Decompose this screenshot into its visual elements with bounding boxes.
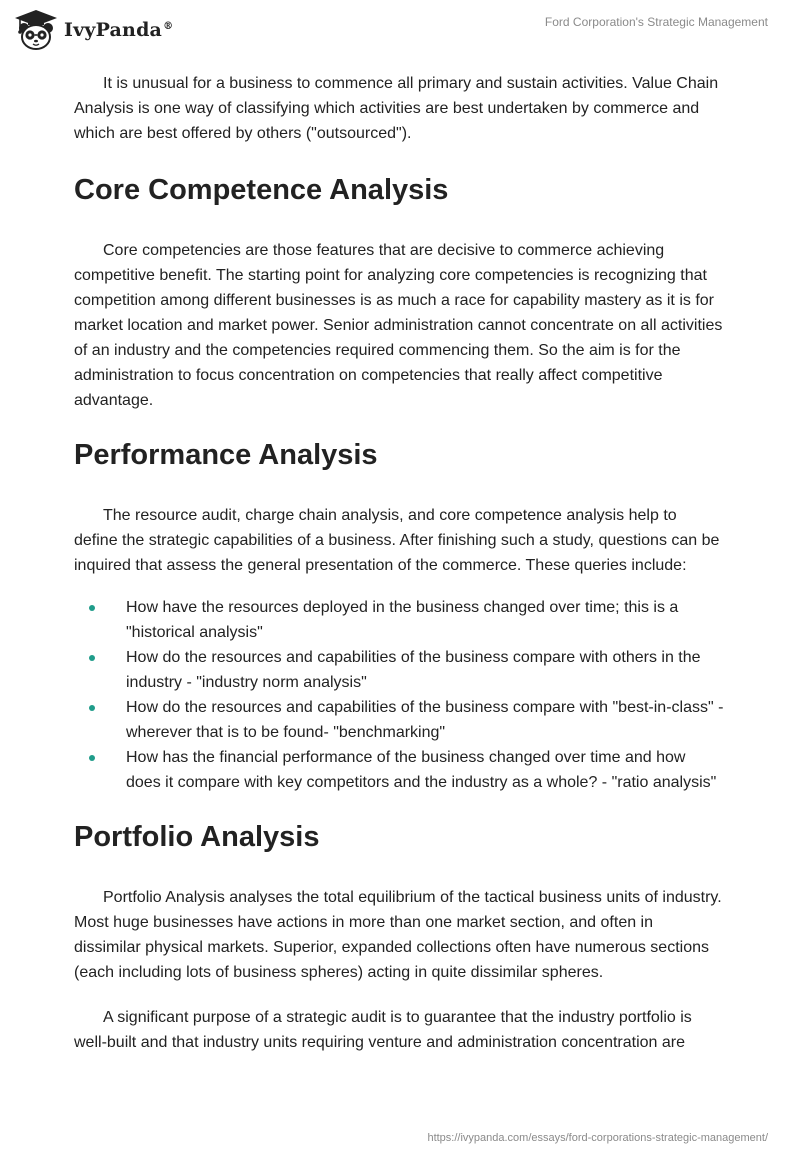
bullet-dot-icon (89, 655, 95, 661)
document-title: Ford Corporation's Strategic Management (544, 15, 768, 29)
bullet-list (74, 595, 724, 795)
bullet-dot-icon (89, 705, 95, 711)
list-item-text: How has the financial performance of the business changed over time and how does it compare with key competitors and the industry as a whole? - "ratio analysis" (126, 749, 717, 791)
intro-paragraph: It is unusual for a business to commence all primary and sustain activities. Value Chain Analysis is one way of classifying which activities are best undertaken by commerce and which are best offered by others ("outsourced"). (74, 75, 719, 142)
list-item-text: How do the resources and capabilities of the business compare with "best-in-class" - wherever that is to be found- "benchmarking" (126, 699, 724, 741)
list-item (74, 695, 724, 745)
list-item-text: How have the resources deployed in the business changed over time; this is a "historical analysis" (126, 599, 679, 641)
ivypanda-logo[interactable] (14, 9, 173, 51)
section-heading: Portfolio Analysis (74, 821, 320, 853)
panda-graduate-icon (14, 9, 58, 51)
section-heading: Core Competence Analysis (74, 174, 449, 206)
section-heading: Performance Analysis (74, 439, 378, 471)
list-item (74, 595, 724, 645)
paragraph: The resource audit, charge chain analysis, and core competence analysis help to define the strategic capabilities of a business. After finishing such a study, questions can be inquired that assess the general presentation of the commerce. These queries include: (74, 507, 720, 574)
source-url[interactable]: https://ivypanda.com/essays/ford-corporations-strategic-management/ (427, 1132, 768, 1144)
page-header (0, 0, 800, 62)
list-item (74, 745, 724, 795)
list-item (74, 645, 724, 695)
paragraph: A significant purpose of a strategic audit is to guarantee that the industry portfolio is well-built and that industry units requiring venture and administration concentration are (74, 1009, 692, 1051)
brand-name: IvyPanda® (64, 19, 174, 41)
paragraph: Core competencies are those features that are decisive to commerce achieving competitive benefit. The starting point for analyzing core competencies is recognizing that competition among different businesses is as much a race for capability mastery as it is for market location and market power. Senior administration cannot concentrate on all activities of an industry and the competencies required commencing them. So the aim is for the administration to focus concentration on competencies that really affect competitive advantage. (74, 242, 723, 409)
bullet-dot-icon (89, 755, 95, 761)
paragraph: Portfolio Analysis analyses the total equilibrium of the tactical business units of industry. Most huge businesses have actions in more than one market section, and often in dissimilar physical markets. Superior, expanded collections often have numerous sections (each including lots of business spheres) acting in quite dissimilar spheres. (74, 889, 722, 981)
list-item-text: How do the resources and capabilities of the business compare with others in the industry - "industry norm analysis" (126, 649, 701, 691)
bullet-dot-icon (89, 605, 95, 611)
article-body (74, 71, 724, 1055)
